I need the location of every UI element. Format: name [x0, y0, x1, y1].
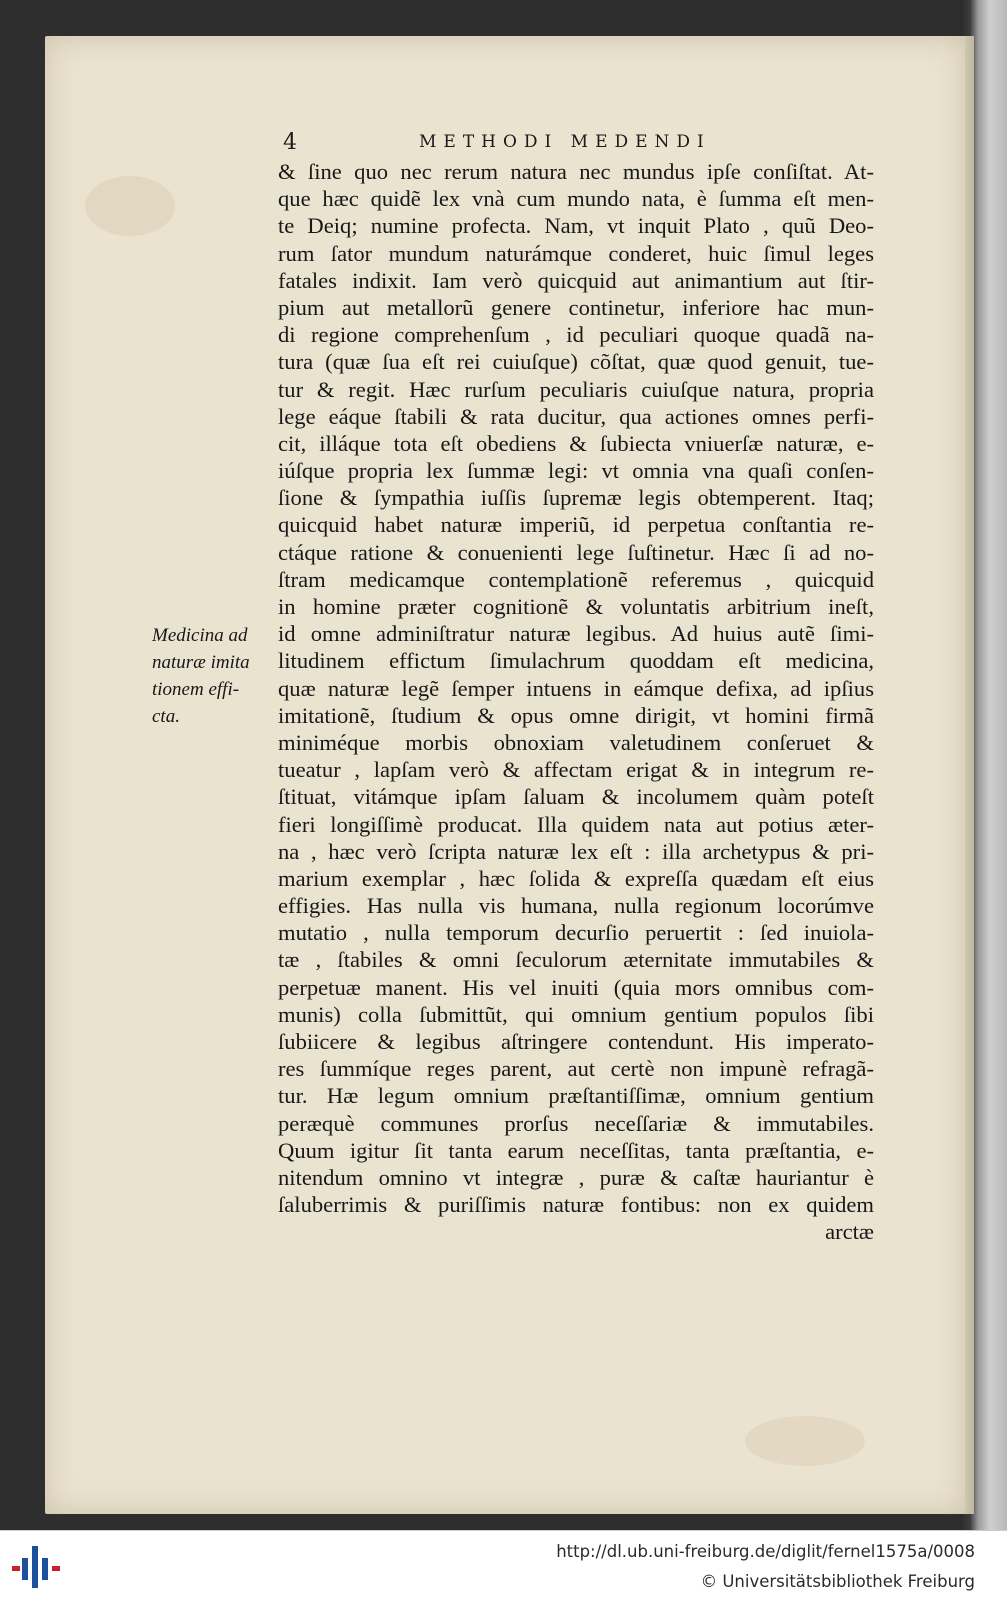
text-line: tur & regit. Hæc rurſum peculiaris cuiuſque natura, propria: [278, 376, 874, 402]
text-line: ſione & ſympathia iuſſis ſupremæ legis obtemperent. Itaq;: [278, 485, 874, 511]
text-line: res ſummíque reges parent, aut certè non impunè refragã-: [278, 1056, 874, 1082]
catchword: arctæ: [825, 1219, 874, 1245]
marginal-note-line: tionem effi-: [152, 679, 240, 700]
text-line: fieri longiſſimè producat. Illa quidem nata aut potius æter-: [278, 811, 874, 837]
text-line: Quum igitur ſit tanta earum neceſſitas, tanta præſtantia, e-: [278, 1137, 874, 1163]
text-line: ſtram medicamque contemplationẽ referemus , quicquid: [278, 566, 874, 592]
text-line: que hæc quidẽ lex vnà cum mundo nata, è ſumma eſt men-: [278, 186, 874, 212]
text-line: effigies. Has nulla vis humana, nulla regionum locorúmve: [278, 893, 874, 919]
text-line: ſaluberrimis & puriſſimis naturæ fontibus: non ex quidem: [278, 1192, 874, 1218]
text-line: tæ , ſtabiles & omni ſeculorum æternitate immutabiles &: [278, 947, 874, 973]
paper-stain: [85, 176, 175, 236]
text-line: ctáque ratione & conuenienti lege ſuſtinetur. Hæc ſi ad no-: [278, 539, 874, 565]
marginal-note-line: cta.: [152, 706, 180, 727]
text-line: iúſque propria lex ſummæ legi: vt omnia vna quaſi conſen-: [278, 458, 874, 484]
text-line: di regione comprehenſum , id peculiari quoque quadã na-: [278, 322, 874, 348]
text-line: in homine præter cognitionẽ & voluntatis arbitrium ineſt,: [278, 594, 874, 619]
page-header: [283, 132, 883, 154]
text-line: tura (quæ ſua eſt rei cuiuſque) cõſtat, quæ quod genuit, tue-: [278, 349, 874, 375]
footer-url-link[interactable]: http://dl.ub.uni-freiburg.de/diglit/fernel1575a/0008: [556, 1542, 975, 1561]
text-line: tueatur , lapſam verò & affectam erigat & in integrum re-: [278, 757, 874, 783]
text-line: pium aut metallorũ genere continetur, inferiore hac mun-: [278, 294, 874, 320]
page-number: 4: [283, 130, 297, 155]
text-line: ſtituat, vitámque ipſam ſaluam & incolumem quàm poteſt: [278, 784, 874, 810]
text-line: miniméque morbis obnoxiam valetudinem conſeruet &: [278, 729, 874, 755]
text-line: nitendum omnino vt integræ , puræ & caſtæ hauriantur è: [278, 1164, 874, 1190]
paper-stain: [745, 1416, 865, 1466]
text-line: quæ naturæ legẽ ſemper intuens in eámque defixa, ad ipſius: [278, 675, 874, 701]
text-line: na , hæc verò ſcripta naturæ lex eſt : illa archetypus & pri-: [278, 838, 874, 864]
text-line: tur. Hæ legum omnium præſtantiſſimæ, omnium gentium: [278, 1083, 874, 1109]
text-line: lege eáque ſtabili & rata ducitur, qua actiones omnes perfi-: [278, 403, 874, 429]
text-line: perpetuæ manent. His vel inuiti (quia mors omnibus com-: [278, 974, 874, 1000]
text-line: mutatio , nulla temporum decurſio peruertit : ſed inuiola-: [278, 920, 874, 946]
marginal-note-line: Medicina ad: [152, 625, 248, 646]
text-line: id omne adminiſtratur naturæ legibus. Ad huius autẽ ſimi-: [278, 621, 874, 647]
footer-divider: [0, 1530, 1007, 1531]
text-line: peræquè communes prorſus neceſſariæ & immutabiles.: [278, 1110, 874, 1136]
text-line: te Deiq; numine profecta. Nam, vt inquit Plato , quũ Deo-: [278, 213, 874, 239]
text-line: munis) colla ſubmittũt, qui omnium gentium populos ſibi: [278, 1001, 874, 1027]
footer-copyright: © Universitätsbibliothek Freiburg: [700, 1572, 975, 1591]
marginal-note-line: naturæ imita: [152, 652, 250, 673]
text-line: fatales indixit. Iam verò quicquid aut animantium aut ſtir-: [278, 267, 874, 293]
text-line: ſubiicere & legibus aſtringere contendunt. His imperato-: [278, 1029, 874, 1054]
text-line: imitationẽ, ſtudium & opus omne dirigit, vt homini firmã: [278, 702, 874, 728]
body-text: [278, 158, 874, 1246]
text-line: & ſine quo nec rerum natura nec mundus ipſe conſiſtat. At-: [278, 159, 874, 184]
ub-freiburg-logo-icon[interactable]: [12, 1544, 62, 1590]
running-head: METHODI MEDENDI: [419, 132, 711, 152]
text-line: rum ſator mundum naturámque conderet, huic ſimul leges: [278, 240, 874, 266]
text-line: cit, illáque tota eſt obediens & ſubiecta vniuerſæ naturæ, e-: [278, 430, 874, 456]
text-line: litudinem effictum ſimulachrum quoddam eſt medicina,: [278, 648, 874, 674]
viewer-footer: [0, 1530, 1007, 1601]
text-line: marium exemplar , hæc ſolida & expreſſa quædam eſt eius: [278, 865, 874, 891]
marginal-note: [152, 622, 278, 730]
text-line: quicquid habet naturæ imperiũ, id perpetua conſtantia re-: [278, 512, 874, 538]
